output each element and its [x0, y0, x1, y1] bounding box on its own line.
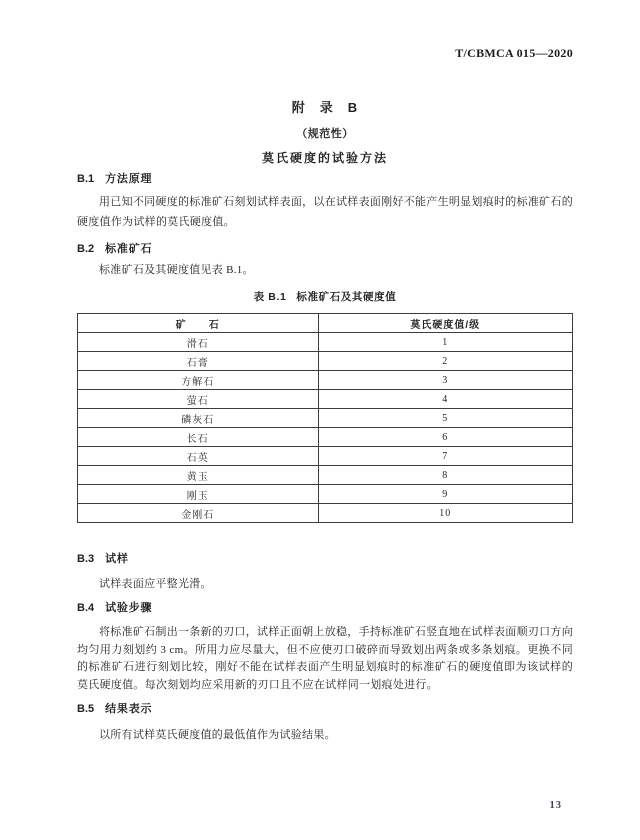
section-heading-b1: [77, 170, 152, 186]
section-title: 结果表示: [105, 703, 153, 715]
section-number: B.5: [77, 703, 95, 715]
table-header-row: [78, 314, 573, 333]
hardness-value: 3: [318, 371, 572, 390]
section-paragraph-b1: 用已知不同硬度的标准矿石刻划试样表面，以在试样表面刚好不能产生明显划痕时的标准矿石的硬度值作为试样的莫氏硬度值。: [77, 196, 573, 228]
table-row: [78, 390, 573, 409]
section-paragraph-b4: 将标准矿石制出一条新的刃口，试样正面朝上放稳，手持标准矿石竖直地在试样表面顺刃口方向均匀用力刻划约 3 cm。所用力应尽量大，但不应使刃口破碎而导致划出两条或多条划痕。更换不同的标准矿石进行刻划比较，刚好不能在试样表面产生明显划痕时的标准矿石的硬度值即为该试样的莫氏硬度值。每次刻划均应采用新的刃口且不应在试样同一划痕处进行。: [77, 626, 573, 691]
column-header-hardness: 莫氏硬度值/级: [318, 314, 572, 333]
section-paragraph-b3: 试样表面应平整光滑。: [99, 578, 212, 590]
column-header-mineral: 矿 石: [78, 314, 319, 333]
appendix-title: 附 录 B: [291, 100, 359, 115]
table-row: [78, 466, 573, 485]
section-heading-b5: [77, 700, 152, 716]
mineral-name: 长石: [78, 428, 319, 447]
minerals-hardness-table: [77, 313, 573, 523]
table-caption: [77, 289, 573, 304]
mineral-name: 方解石: [78, 371, 319, 390]
hardness-value: 10: [318, 504, 572, 523]
table-row: [78, 371, 573, 390]
hardness-value: 6: [318, 428, 572, 447]
section-number: B.4: [77, 602, 95, 614]
table-row: [78, 409, 573, 428]
mineral-name: 黄玉: [78, 466, 319, 485]
table-caption-title: 标准矿石及其硬度值: [296, 291, 397, 303]
section-heading-b4: [77, 599, 152, 615]
mineral-name: 滑石: [78, 333, 319, 352]
mineral-name: 刚玉: [78, 485, 319, 504]
hardness-value: 7: [318, 447, 572, 466]
section-number: B.2: [77, 243, 95, 255]
table-row: [78, 428, 573, 447]
section-title: 方法原理: [105, 173, 153, 185]
mineral-name: 石英: [78, 447, 319, 466]
appendix-subject: 莫氏硬度的试验方法: [261, 151, 388, 165]
appendix-normative-label: （规范性）: [296, 128, 354, 140]
hardness-value: 1: [318, 333, 572, 352]
section-number: B.1: [77, 173, 95, 185]
mineral-name: 萤石: [78, 390, 319, 409]
page-content: [77, 0, 573, 840]
page-number: 13: [549, 800, 562, 811]
section-heading-b3: [77, 550, 129, 566]
section-title: 试样: [105, 553, 129, 565]
standard-number: T/CBMCA 015—2020: [455, 46, 573, 60]
table-row: [78, 485, 573, 504]
mineral-name: 磷灰石: [78, 409, 319, 428]
hardness-value: 5: [318, 409, 572, 428]
table-row: [78, 504, 573, 523]
table-row: [78, 447, 573, 466]
table-row: [78, 333, 573, 352]
table-caption-number: 表 B.1: [253, 291, 287, 303]
table-row: [78, 352, 573, 371]
hardness-value: 2: [318, 352, 572, 371]
section-number: B.3: [77, 553, 95, 565]
mineral-name: 石膏: [78, 352, 319, 371]
section-title: 标准矿石: [105, 243, 153, 255]
section-paragraph-b2: 标准矿石及其硬度值见表 B.1。: [99, 264, 254, 276]
section-title: 试验步骤: [105, 602, 153, 614]
mineral-name: 金刚石: [78, 504, 319, 523]
hardness-value: 8: [318, 466, 572, 485]
section-paragraph-b5: 以所有试样莫氏硬度值的最低值作为试验结果。: [99, 729, 336, 741]
hardness-value: 9: [318, 485, 572, 504]
hardness-value: 4: [318, 390, 572, 409]
section-heading-b2: [77, 240, 152, 256]
